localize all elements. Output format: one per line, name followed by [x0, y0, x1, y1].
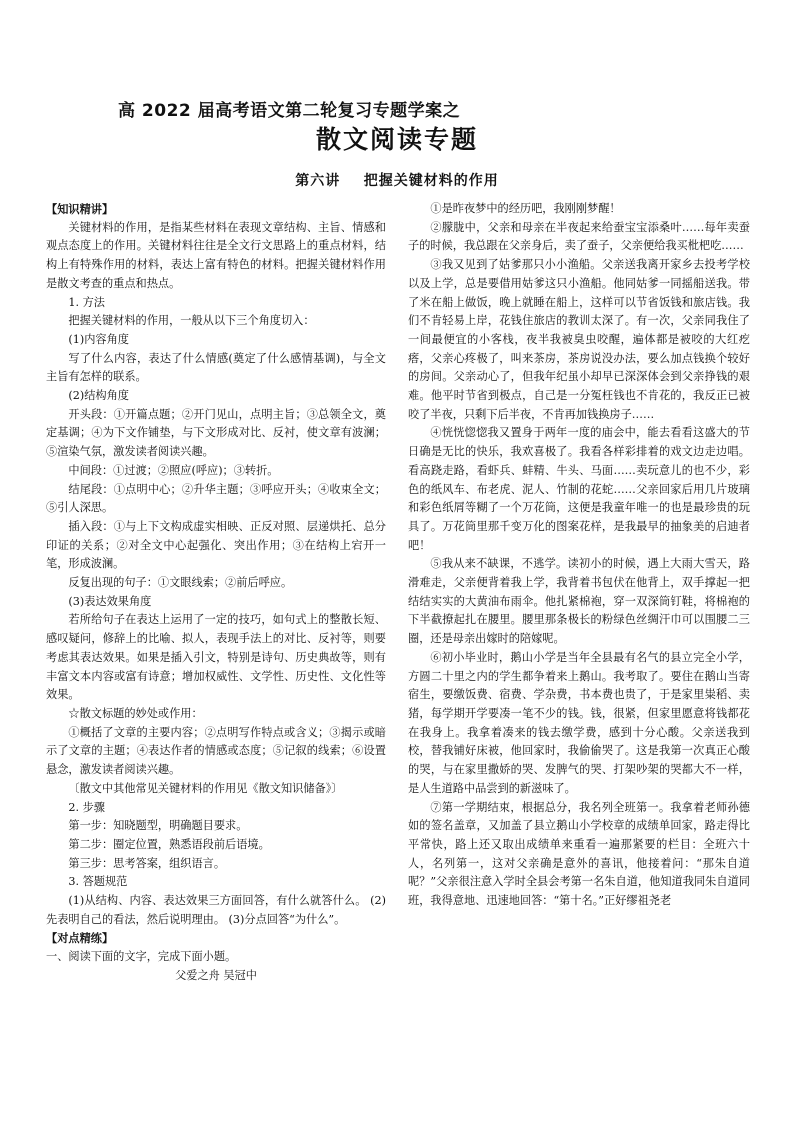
left-paragraph: 【知识精讲】 [46, 202, 114, 216]
left-paragraph: ①概括了文章的主要内容；②点明写作特点或含义；③揭示或暗示了文章的主题；④表达作者的情感或态度；⑤记叙的线索；⑥设置悬念，激发读者阅读兴趣。 [46, 725, 386, 777]
left-paragraph: ☆散文标题的妙处或作用： [68, 706, 203, 720]
left-paragraph: 若所给句子在表达上运用了一定的技巧，如句式上的整散长短、感叹疑问，修辞上的比喻、拟人，表现手法上的对比、反衬等，则要考虑其表达效果。如果是插入引文，特别是诗句、历史典故等，则有丰富文本内容或富有诗意；增加权威性、文学性、历史性、文化性等效果。 [46, 613, 386, 702]
left-paragraph: 1. 方法 [68, 295, 105, 309]
left-paragraph: 3. 答题规范 [68, 875, 128, 889]
left-paragraph: 【对点精练】 [46, 931, 114, 946]
left-paragraph: 写了什么内容，表达了什么情感(奠定了什么感情基调)，与全文主旨有怎样的联系。 [46, 351, 386, 384]
left-paragraph: 开头段：①开篇点题；②开门见山，点明主旨；③总领全文，奠定基调；④为下文作铺垫，与下文形成对比、反衬，使文章有波澜；⑤渲染气氛，激发读者阅读兴趣。 [46, 407, 386, 459]
right-column [408, 200, 750, 911]
left-paragraph: 关键材料的作用，是指某些材料在表现文章结构、主旨、情感和观点态度上的作用。关键材料往往是全文行文思路上的重点材料，结构上有特殊作用的材料，表达上富有特色的材料。把握关键材料作用是散文考查的重点和热点。 [46, 220, 386, 290]
left-paragraph: 第二步：圈定位置，熟悉语段前后语境。 [68, 837, 270, 851]
right-paragraph: ④恍恍惚惚我又置身于两年一度的庙会中，能去看看这盛大的节日确是无比的快乐，我欢喜极了。我看各样彩排着的戏文边走边唱。看高跷走路，看虾兵、蚌精、牛头、马面……卖玩意儿的也不少，彩色的纸风车、布老虎、泥人、竹制的花蛇……父亲回家后用几片玻璃和彩色纸屑等糊了一个万花筒，这便是我童年唯一的也是最珍贵的玩具了。万花筒里那千变万化的图案花样，是我最早的抽象美的启迪者吧！ [408, 426, 750, 552]
left-paragraph: 中间段：①过渡；②照应(呼应)；③转折。 [68, 463, 279, 477]
left-paragraph: (2)结构角度 [68, 389, 129, 403]
left-paragraph: 把握关键材料的作用，一般从以下三个角度切入： [68, 314, 315, 328]
left-paragraph: 2. 步骤 [68, 800, 105, 814]
left-paragraph: (3)表达效果角度 [68, 594, 152, 608]
left-paragraph: 第三步：思考答案，组织语言。 [68, 856, 226, 870]
right-paragraph: ⑥初小毕业时，鹅山小学是当年全县最有名气的县立完全小学，方圆二十里之内的学生都争着来上鹅山。我考取了。要住在鹅山当寄宿生，要缴饭费、宿费、学杂费，书本费也贵了，于是家里粜稻、卖猪，每学期开学要凑一笔不少的钱。钱，很紧，但家里愿意将钱都花在我身上。我拿着凑来的钱去缴学费，感到十分心酸。父亲送我到校，替我铺好床被，他回家时，我偷偷哭了。这是我第一次真正心酸的哭，与在家里撒娇的哭、发脾气的哭、打架吵架的哭都大不一样，是人生道路中品尝到的新滋味了。 [408, 650, 750, 795]
left-paragraph: 一、阅读下面的文字，完成下面小题。 [46, 950, 237, 964]
lesson-subtitle: 第六讲 把握关键材料的作用 [295, 173, 499, 189]
left-paragraph: 反复出现的句子：①文眼线索；②前后呼应。 [68, 576, 293, 590]
left-paragraph: 父爱之舟 吴冠中 [175, 968, 257, 982]
series-title: 高 2022 届高考语文第二轮复习专题学案之 [118, 101, 461, 121]
left-paragraph: 〔散文中其他常见关键材料的作用见《散文知识储备》〕 [68, 781, 343, 795]
right-paragraph: ①是昨夜梦中的经历吧，我刚刚梦醒！ [430, 202, 621, 215]
left-paragraph: (1)从结构、内容、表达效果三方面回答，有什么就答什么。 (2)先表明自己的看法，然后说明理由。 (3)分点回答“为什么”。 [46, 894, 386, 926]
right-paragraph: ⑤我从来不缺课，不逃学。读初小的时候，遇上大雨大雪天，路滑难走，父亲便背着我上学，我背着书包伏在他背上，双手撑起一把结结实实的大黄油布雨伞。他扎紧棉袍，穿一双深筒钉鞋，将棉袍的下半截撩起扎在腰里。腰里那条极长的粉绿色丝绸汗巾可以围腰二三圈，还是母亲出嫁时的陪嫁呢。 [408, 557, 750, 646]
left-paragraph: (1)内容角度 [68, 332, 129, 346]
left-paragraph: 结尾段：①点明中心；②升华主题；③呼应开头；④收束全文；⑤引人深思。 [46, 482, 386, 515]
left-column [46, 200, 386, 986]
left-paragraph: 第一步：知晓题型，明确题目要求。 [68, 819, 248, 833]
left-paragraph: 插入段：①与上下文构成虚实相映、正反对照、层递烘托、总分印证的关系；②对全文中心起强化、突出作用；③在结构上宕开一笔，形成波澜。 [46, 519, 386, 571]
right-paragraph: ②朦胧中，父亲和母亲在半夜起来给蚕宝宝添桑叶……每年卖蚕子的时候，我总跟在父亲身后，卖了蚕子，父亲便给我买枇杷吃…… [408, 220, 750, 253]
right-paragraph: ③我又见到了姑爹那只小小渔船。父亲送我离开家乡去投考学校以及上学，总是要借用姑爹这只小渔船。他同姑爹一同摇船送我。带了米在船上做饭，晚上就睡在船上，这样可以节省饭钱和旅店钱。我们不肯轻易上岸，花钱住旅店的教训太深了。有一次，父亲同我住了一间最便宜的小客栈，夜半我被臭虫咬醒，遍体都是被咬的大红疙瘩，父亲心疼极了，叫来茶房，茶房说没办法，要么加点钱换个较好的房间。父亲动心了，但我年纪虽小却早已深深体会到父亲挣钱的艰难。他平时节省到极点，自己是一分冤枉钱也不肯花的，我反正已被咬了半夜，只剩下后半夜，不肯再加钱换房子…… [408, 258, 750, 421]
page-title: 散文阅读专题 [315, 125, 478, 154]
right-paragraph: ⑦第一学期结束，根据总分，我名列全班第一。我拿着老师孙德如的签名盖章，又加盖了县立鹅山小学校章的成绩单回家，路走得比平常快，路上还又取出成绩单来重看一遍那紧要的栏目：全班六十人，名列第一，这对父亲确是意外的喜讯，他接着问：“那朱自道呢？”父亲很注意入学时全县会考第一名朱自道，他知道我同朱自道同班，我得意地、迅速地回答：“第十名。”正好缪祖尧老 [408, 800, 750, 908]
